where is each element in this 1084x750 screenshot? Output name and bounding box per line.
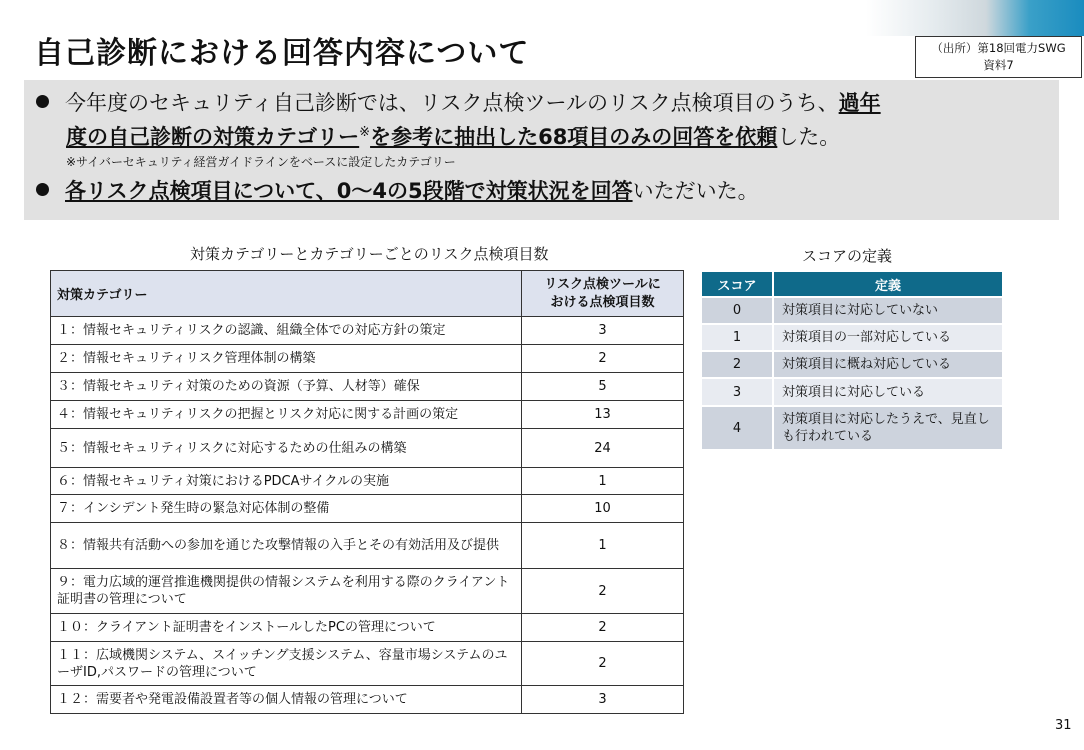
category-name: ８：情報共有活動への参加を通じた攻撃情報の入手とその有効活用及び提供	[51, 523, 522, 569]
category-name: １２：需要者や発電設備設置者等の個人情報の管理について	[51, 686, 522, 714]
category-name: ２：情報セキュリティリスク管理体制の構築	[51, 345, 522, 373]
table-row	[51, 373, 684, 401]
item-count: 2	[522, 569, 684, 614]
table-row	[51, 401, 684, 429]
score-definition: 対策項目に対応していない	[773, 297, 1003, 324]
item-count: 2	[522, 614, 684, 642]
table-row	[51, 569, 684, 614]
category-name: ９：電力広域的運営推進機関提供の情報システムを利用する際のクライアント証明書の管理について	[51, 569, 522, 614]
table-row	[51, 468, 684, 495]
score-table-header	[701, 271, 1003, 297]
bullet-2	[36, 176, 759, 206]
item-count: 1	[522, 468, 684, 495]
item-count: 3	[522, 317, 684, 345]
category-table-caption: 対策カテゴリーとカテゴリーごとのリスク点検項目数	[190, 245, 549, 263]
score-definition: 対策項目に概ね対応している	[773, 351, 1003, 378]
header-definition: 定義	[773, 271, 1003, 297]
category-name: ６：情報セキュリティ対策におけるPDCAサイクルの実施	[51, 468, 522, 495]
source-line-1: （出所）第18回電力SWG	[931, 41, 1066, 55]
table-row	[701, 406, 1003, 450]
score-definition: 対策項目に対応したうえで、見直しも行われている	[773, 406, 1003, 450]
bullet-dot-icon	[36, 183, 49, 196]
table-row	[701, 324, 1003, 351]
bullet-1-emphasis-a: 過年	[838, 91, 881, 115]
table-row	[51, 495, 684, 523]
score-value: 3	[701, 378, 773, 406]
item-count: 5	[522, 373, 684, 401]
header-score: スコア	[701, 271, 773, 297]
score-value: 0	[701, 297, 773, 324]
table-row	[51, 523, 684, 569]
score-value: 1	[701, 324, 773, 351]
category-table-header	[51, 271, 684, 317]
table-row	[701, 351, 1003, 378]
bullet-1-footnote-mark: ※	[359, 125, 371, 140]
item-count: 13	[522, 401, 684, 429]
category-name: １：情報セキュリティリスクの認識、組織全体での対応方針の策定	[51, 317, 522, 345]
item-count: 3	[522, 686, 684, 714]
bullet-1-text-a: 今年度のセキュリティ自己診断では、リスク点検ツールのリスク点検項目のうち、	[65, 91, 839, 115]
table-row	[701, 378, 1003, 406]
item-count: 24	[522, 429, 684, 468]
bullet-1-continuation	[66, 118, 840, 152]
item-count: 1	[522, 523, 684, 569]
item-count: 2	[522, 345, 684, 373]
table-row	[51, 614, 684, 642]
bullet-1-emphasis-c: を参考に抽出した68項目のみの回答を依頼	[370, 125, 778, 149]
bullet-2-text: いただいた。	[632, 179, 759, 203]
category-table	[50, 270, 684, 714]
page-title: 自己診断における回答内容について	[34, 36, 530, 71]
source-note	[915, 36, 1082, 78]
footnote: ※サイバーセキュリティ経営ガイドラインをベースに設定したカテゴリー	[66, 155, 456, 169]
header-count-line-2: おける点検項目数	[550, 294, 655, 310]
score-value: 4	[701, 406, 773, 450]
table-row	[51, 429, 684, 468]
score-table-caption: スコアの定義	[802, 247, 893, 265]
item-count: 2	[522, 642, 684, 686]
summary-panel	[24, 80, 1059, 220]
bullet-dot-icon	[36, 95, 49, 108]
score-table	[700, 270, 1004, 451]
category-name: １１：広域機関システム、スイッチング支援システム、容量市場システムのユーザID,パスワードの管理について	[51, 642, 522, 686]
bullet-1	[36, 88, 881, 118]
category-name: ４：情報セキュリティリスクの把握とリスク対応に関する計画の策定	[51, 401, 522, 429]
category-name: ５：情報セキュリティリスクに対応するための仕組みの構築	[51, 429, 522, 468]
header-count-line-1: リスク点検ツールに	[544, 276, 661, 292]
table-row	[51, 345, 684, 373]
source-line-2: 資料7	[983, 58, 1014, 72]
header-count	[522, 271, 684, 317]
header-category: 対策カテゴリー	[51, 271, 522, 317]
bullet-1-emphasis-b: 度の自己診断の対策カテゴリー	[66, 125, 360, 149]
score-value: 2	[701, 351, 773, 378]
bullet-1-text-e: した。	[777, 125, 841, 149]
corner-decoration	[866, 0, 1084, 36]
table-row	[701, 297, 1003, 324]
page-number: 31	[1055, 718, 1072, 733]
bullet-2-emphasis: 各リスク点検項目について、0～4の5段階で対策状況を回答	[65, 179, 633, 203]
category-name: ７：インシデント発生時の緊急対応体制の整備	[51, 495, 522, 523]
category-name: ３：情報セキュリティ対策のための資源（予算、人材等）確保	[51, 373, 522, 401]
table-row	[51, 642, 684, 686]
score-definition: 対策項目の一部対応している	[773, 324, 1003, 351]
table-row	[51, 686, 684, 714]
score-definition: 対策項目に対応している	[773, 378, 1003, 406]
item-count: 10	[522, 495, 684, 523]
category-name: １０：クライアント証明書をインストールしたPCの管理について	[51, 614, 522, 642]
table-row	[51, 317, 684, 345]
